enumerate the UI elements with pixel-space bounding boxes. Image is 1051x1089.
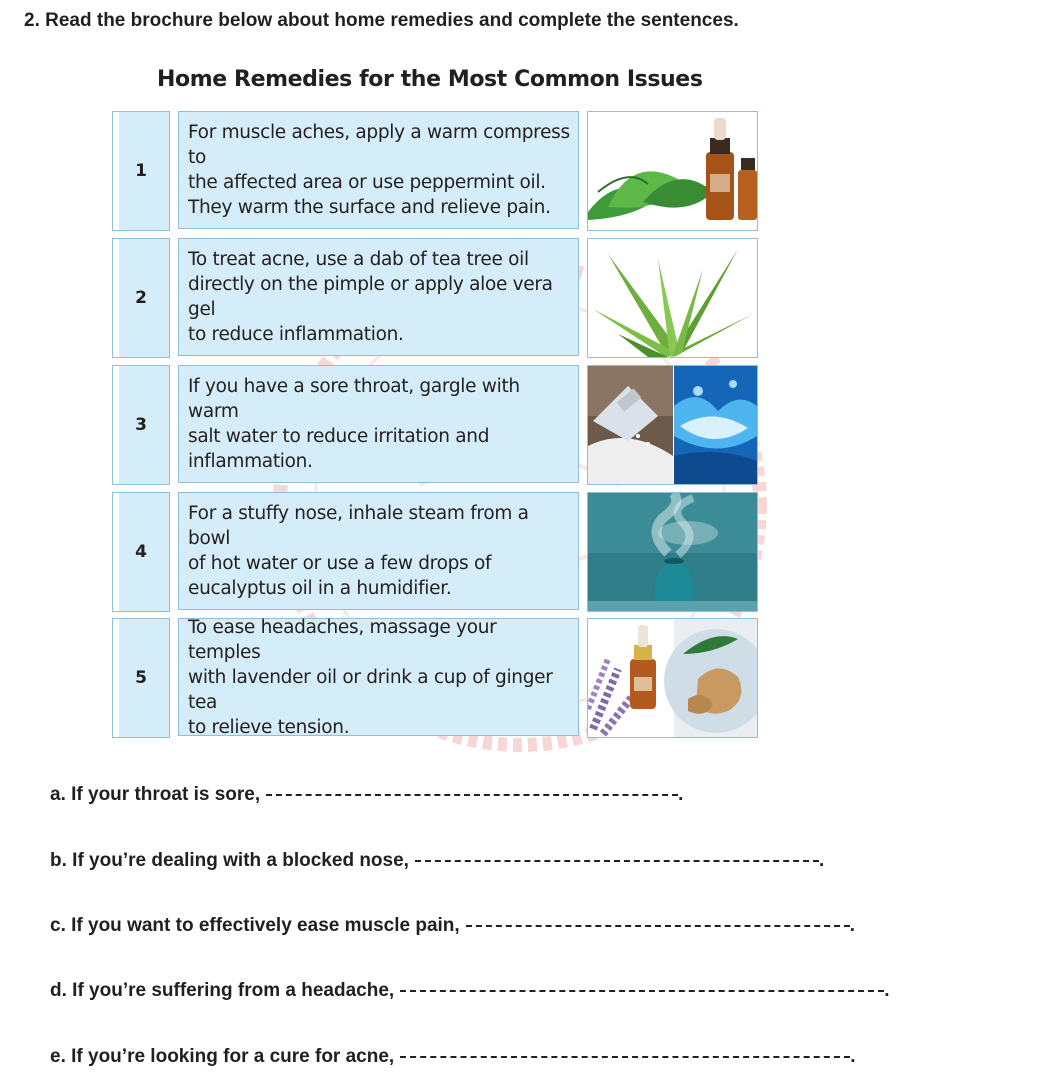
sentence-prompt: e. If you’re looking for a cure for acne, xyxy=(50,1046,395,1067)
remedy-line: salt water to reduce irritation and xyxy=(188,426,490,447)
lavender-and-ginger-photo xyxy=(587,618,758,738)
sentence-prompt: d. If you’re suffering from a headache, xyxy=(50,980,395,1001)
remedy-line: of hot water or use a few drops of xyxy=(188,553,492,574)
sentence-d xyxy=(50,980,889,1002)
brochure-title: Home Remedies for the Most Common Issues xyxy=(157,67,703,92)
sentence-c xyxy=(50,915,855,937)
remedy-text xyxy=(178,111,579,229)
humidifier-photo xyxy=(587,492,758,612)
sentence-end: . xyxy=(884,980,890,1001)
remedy-row-3 xyxy=(112,365,758,486)
remedy-number: 2 xyxy=(112,238,170,358)
remedy-line: to reduce inflammation. xyxy=(188,324,404,345)
remedy-text xyxy=(178,365,579,483)
remedy-line: directly on the pimple or apply aloe vera gel xyxy=(188,274,553,320)
remedy-line: For muscle aches, apply a warm compress to xyxy=(188,122,570,168)
sentence-prompt: c. If you want to effectively ease muscle pain, xyxy=(50,915,460,936)
remedy-text xyxy=(178,238,579,356)
remedy-line: For a stuffy nose, inhale steam from a bowl xyxy=(188,503,529,549)
remedy-row-5 xyxy=(112,618,758,739)
remedy-line: They warm the surface and relieve pain. xyxy=(188,197,551,218)
remedy-line: If you have a sore throat, gargle with warm xyxy=(188,376,520,422)
salt-and-water-photo xyxy=(587,365,758,485)
answer-blank[interactable] xyxy=(415,860,819,862)
remedy-number: 1 xyxy=(112,111,170,231)
remedy-line: To ease headaches, massage your temples xyxy=(188,616,497,663)
remedy-row-4 xyxy=(112,492,758,613)
remedy-line: with lavender oil or drink a cup of ginger tea xyxy=(188,666,553,713)
remedy-line: inflammation. xyxy=(188,451,313,472)
remedy-text xyxy=(178,618,579,736)
sentence-a xyxy=(50,784,683,806)
sentence-prompt: a. If your throat is sore, xyxy=(50,784,261,805)
sentence-end: . xyxy=(850,1046,856,1067)
answer-blank[interactable] xyxy=(266,794,678,796)
remedy-line: To treat acne, use a dab of tea tree oil xyxy=(188,249,529,270)
answer-blank[interactable] xyxy=(466,925,850,927)
answer-blank[interactable] xyxy=(400,1056,850,1058)
answer-blank[interactable] xyxy=(400,990,884,992)
sentence-end: . xyxy=(818,850,825,871)
sentence-end: . xyxy=(849,915,855,936)
peppermint-oil-photo xyxy=(587,111,758,231)
remedy-line: eucalyptus oil in a humidifier. xyxy=(188,578,452,599)
remedy-number: 5 xyxy=(112,618,170,738)
sentence-b xyxy=(50,850,824,872)
remedy-number: 4 xyxy=(112,492,170,612)
remedy-row-1 xyxy=(112,111,758,232)
exercise-instruction: 2. Read the brochure below about home remedies and complete the sentences. xyxy=(24,10,739,31)
sentence-prompt: b. If you’re dealing with a blocked nose, xyxy=(50,850,409,871)
sentence-e xyxy=(50,1046,855,1068)
sentence-end: . xyxy=(678,784,684,805)
remedy-text xyxy=(178,492,579,610)
remedy-line: the affected area or use peppermint oil. xyxy=(188,172,546,193)
aloe-vera-photo xyxy=(587,238,758,358)
remedy-line: to relieve tension. xyxy=(188,716,350,738)
remedy-number: 3 xyxy=(112,365,170,485)
remedy-row-2 xyxy=(112,238,758,359)
